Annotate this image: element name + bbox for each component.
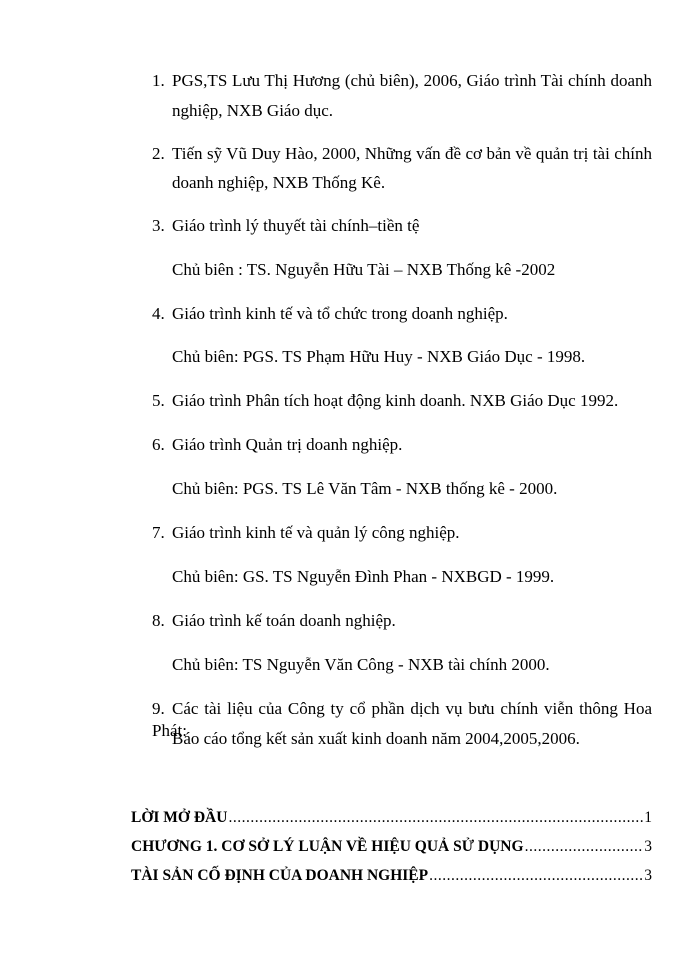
reference-number: 8. bbox=[152, 611, 165, 630]
toc-leader-dots bbox=[429, 866, 643, 886]
reference-item bbox=[152, 522, 460, 544]
reference-item bbox=[152, 303, 508, 325]
reference-item bbox=[152, 70, 652, 92]
toc-page-number: 1 bbox=[644, 809, 652, 826]
reference-editor: Chủ biên : TS. Nguyễn Hữu Tài – NXB Thống kê -2002 bbox=[172, 260, 556, 279]
reference-item bbox=[152, 434, 402, 456]
reference-editor: Chủ biên: TS Nguyễn Văn Công - NXB tài chính 2000. bbox=[172, 655, 550, 674]
reference-text: Giáo trình lý thuyết tài chính–tiền tệ bbox=[172, 216, 420, 235]
reference-continuation: doanh nghiệp, NXB Thống Kê. bbox=[172, 173, 386, 192]
toc-page-number: 3 bbox=[644, 838, 652, 855]
reference-item bbox=[152, 610, 396, 632]
reference-item bbox=[152, 215, 419, 237]
reference-number: 2. bbox=[152, 144, 165, 163]
toc-entry[interactable] bbox=[131, 837, 652, 857]
reference-editor: Chủ biên: PGS. TS Lê Văn Tâm - NXB thống kê - 2000. bbox=[172, 479, 558, 498]
toc-page-number: 3 bbox=[644, 867, 652, 884]
reference-item bbox=[152, 143, 652, 165]
reference-item bbox=[152, 390, 618, 412]
reference-text: Giáo trình kinh tế và tổ chức trong doanh nghiệp. bbox=[172, 304, 508, 323]
reference-number: 3. bbox=[152, 216, 165, 235]
reference-number: 1. bbox=[152, 71, 165, 90]
reference-number: 7. bbox=[152, 523, 165, 542]
toc-title: CHƯƠNG 1. CƠ SỞ LÝ LUẬN VỀ HIỆU QUẢ SỬ DỤNG bbox=[131, 838, 524, 855]
reference-number: 6. bbox=[152, 435, 165, 454]
reference-text: Giáo trình kinh tế và quản lý công nghiệp. bbox=[172, 523, 460, 542]
reference-text: Tiến sỹ Vũ Duy Hào, 2000, Những vấn đề cơ bản về quản trị tài chính bbox=[172, 144, 652, 163]
toc-entry[interactable] bbox=[131, 866, 652, 886]
reference-text: Giáo trình Phân tích hoạt động kinh doanh. NXB Giáo Dục 1992. bbox=[172, 391, 619, 410]
reference-number: 9. bbox=[152, 699, 165, 718]
reference-editor: Chủ biên: PGS. TS Phạm Hữu Huy - NXB Giáo Dục - 1998. bbox=[172, 347, 586, 366]
reference-continuation: Báo cáo tổng kết sản xuất kinh doanh năm 2004,2005,2006. bbox=[172, 729, 580, 748]
reference-text: Giáo trình kế toán doanh nghiệp. bbox=[172, 611, 396, 630]
reference-number: 5. bbox=[152, 391, 165, 410]
reference-text: Giáo trình Quản trị doanh nghiệp. bbox=[172, 435, 403, 454]
toc-entry[interactable] bbox=[131, 808, 652, 828]
reference-text: Các tài liệu của Công ty cổ phần dịch vụ bưu chính viễn thông Hoa Phát: bbox=[152, 699, 652, 740]
toc-leader-dots bbox=[525, 837, 644, 857]
toc-leader-dots bbox=[228, 808, 643, 828]
toc-title: LỜI MỞ ĐẦU bbox=[131, 809, 228, 826]
reference-continuation: nghiệp, NXB Giáo dục. bbox=[172, 101, 334, 120]
reference-text: PGS,TS Lưu Thị Hương (chủ biên), 2006, Giáo trình Tài chính doanh bbox=[172, 71, 652, 90]
toc-title: TÀI SẢN CỐ ĐỊNH CỦA DOANH NGHIỆP bbox=[131, 867, 429, 884]
reference-editor: Chủ biên: GS. TS Nguyễn Đình Phan - NXBGD - 1999. bbox=[172, 567, 555, 586]
reference-number: 4. bbox=[152, 304, 165, 323]
